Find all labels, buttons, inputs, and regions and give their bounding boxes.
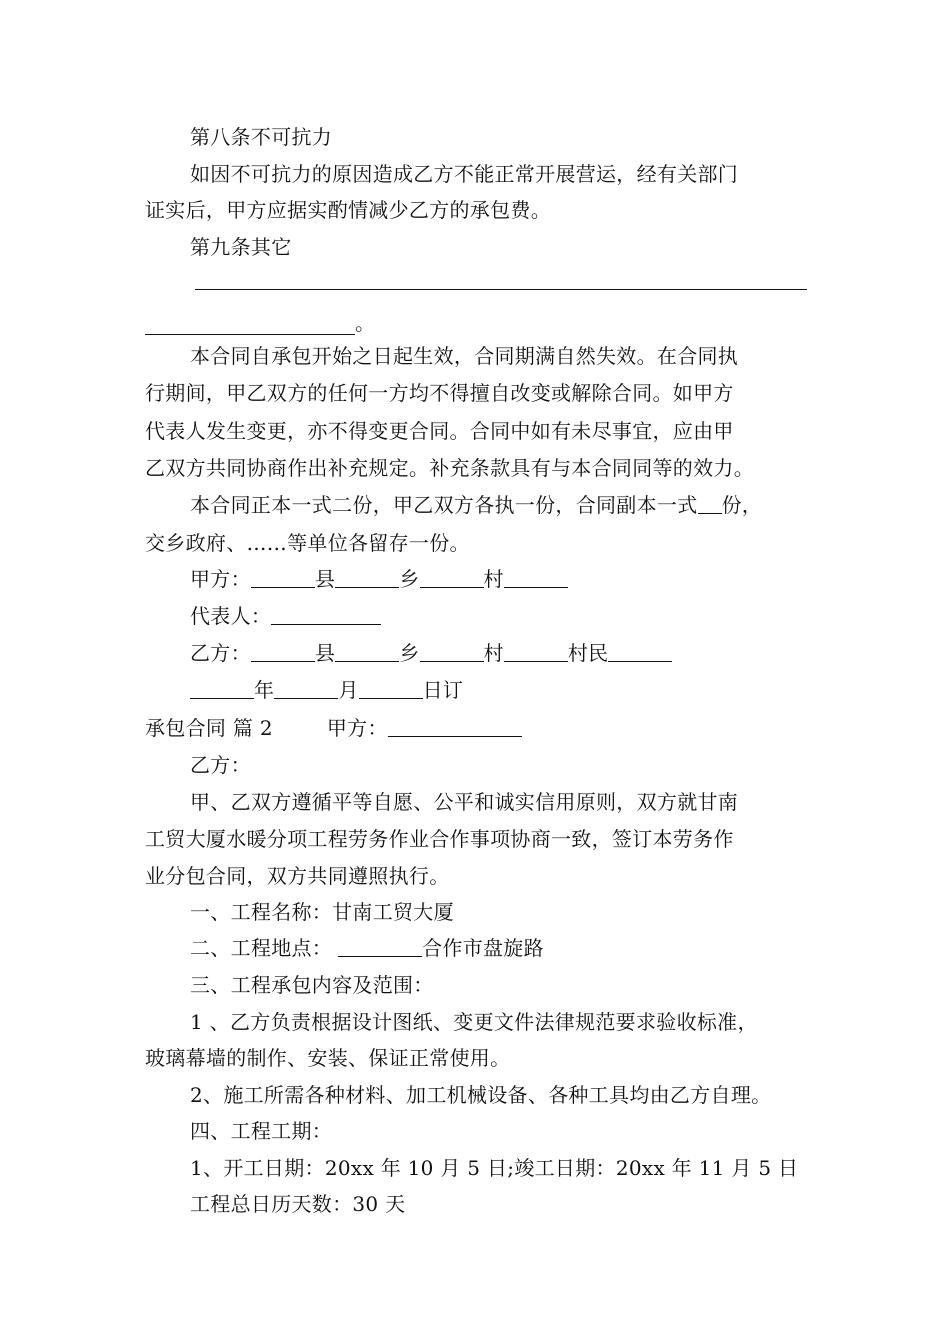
village-tail-blank — [504, 567, 568, 588]
section8-paragraph-line2: 证实后，甲方应据实酌情减少乙方的承包费。 — [145, 198, 551, 222]
blank-fill-line — [195, 289, 807, 290]
village-blank — [420, 567, 484, 588]
copies-text-a: 本合同正本一式二份，甲乙双方各执一份，合同副本一式 — [190, 493, 698, 517]
representative-label: 代表人： — [190, 604, 272, 628]
validity-line4: 乙双方共同协商作出补充规定。补充条款具有与本合同同等的效力。 — [145, 456, 754, 480]
item2-blank — [338, 936, 422, 957]
section9-title: 第九条其它 — [190, 235, 292, 259]
validity-line1: 本合同自承包开始之日起生效，合同期满自然失效。在合同执 — [190, 344, 739, 368]
village-blank — [420, 641, 484, 662]
party-b-label: 乙方： — [190, 641, 251, 665]
item2-value: 合作市盘旋路 — [422, 936, 544, 960]
item2-label: 二、工程地点： — [190, 936, 333, 960]
contract2-party-a-label: 甲方： — [326, 716, 388, 740]
copies-line1 — [190, 492, 870, 518]
contract2-intro-line3: 业分包合同，双方共同遵照执行。 — [145, 864, 450, 888]
contract2-heading-line — [145, 715, 825, 741]
year-blank — [190, 678, 254, 699]
township-blank — [335, 567, 399, 588]
contract2-party-b-label: 乙方： — [190, 753, 251, 777]
party-a-address — [190, 566, 870, 592]
year-label: 年 — [254, 678, 275, 702]
validity-line3: 代表人发生变更，亦不得变更合同。合同中如有未尽事宜，应由甲 — [145, 419, 734, 443]
section8-title: 第八条不可抗力 — [190, 125, 333, 149]
party-a-label: 甲方： — [190, 567, 251, 591]
representative-blank — [271, 604, 381, 625]
copies-blank — [698, 493, 722, 514]
month-label: 月 — [338, 678, 359, 702]
contract2-item2 — [190, 935, 870, 961]
validity-line2: 行期间，甲乙双方的任何一方均不得擅自改变或解除合同。如甲方 — [145, 381, 734, 405]
township-blank — [335, 641, 399, 662]
contract2-intro-line1: 甲、乙双方遵循平等自愿、公平和诚实信用原则，双方就甘南 — [190, 790, 739, 814]
county-label: 县 — [314, 567, 336, 591]
month-blank — [274, 678, 338, 699]
county-blank — [251, 641, 315, 662]
villager-label: 村民 — [567, 641, 609, 665]
village-b-blank — [504, 641, 568, 662]
contract2-item4-1: 1、开工日期：20xx 年 10 月 5 日;竣工日期：20xx 年 11 月 5 日 — [190, 1156, 799, 1180]
village-label: 村 — [483, 567, 504, 591]
day-signed-label: 日订 — [422, 678, 464, 702]
blank-fill-line-end — [145, 310, 375, 336]
village-label: 村 — [483, 641, 504, 665]
township-label: 乡 — [399, 641, 420, 665]
contract2-heading: 承包合同 篇 2 — [145, 716, 273, 740]
section8-paragraph-line1: 如因不可抗力的原因造成乙方不能正常开展营运，经有关部门 — [190, 162, 739, 186]
county-blank — [251, 567, 315, 588]
villager-blank — [608, 641, 672, 662]
signing-date — [190, 677, 870, 703]
section9-end-mark: 。 — [355, 311, 375, 335]
copies-line2: 交乡政府、……等单位各留存一份。 — [145, 531, 470, 555]
contract2-item4: 四、工程工期： — [190, 1119, 333, 1143]
contract2-item3: 三、工程承包内容及范围： — [190, 973, 434, 997]
blank-fill-line-short — [145, 334, 355, 335]
county-label: 县 — [314, 641, 336, 665]
contract2-item3-1-line2: 玻璃幕墙的制作、安装、保证正常使用。 — [145, 1046, 511, 1070]
township-label: 乡 — [399, 567, 420, 591]
contract2-item3-2: 2、施工所需各种材料、加工机械设备、各种工具均由乙方自理。 — [190, 1083, 772, 1107]
contract2-item3-1-line1: 1 、乙方负责根据设计图纸、变更文件法律规范要求验收标准， — [190, 1010, 758, 1034]
contract2-item4-total: 工程总日历天数：30 天 — [190, 1192, 406, 1216]
day-blank — [359, 678, 423, 699]
representative-line — [190, 603, 870, 629]
contract2-item1: 一、工程名称：甘南工贸大厦 — [190, 900, 454, 924]
copies-text-b: 份， — [721, 493, 763, 517]
party-b-address — [190, 640, 870, 666]
contract2-intro-line2: 工贸大厦水暖分项工程劳务作业合作事项协商一致，签订本劳务作 — [145, 827, 734, 851]
contract2-party-a-blank — [388, 716, 522, 737]
